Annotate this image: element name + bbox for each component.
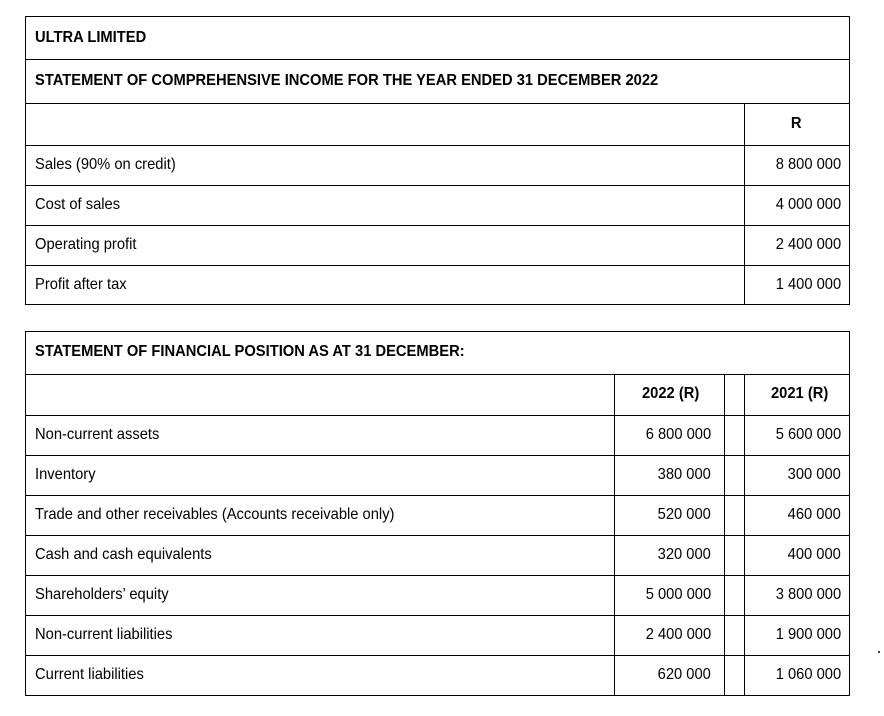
fp-row-label: Trade and other receivables (Accounts receivable only) [35,506,395,523]
fp-row-label: Non-current liabilities [35,626,173,643]
divider [25,535,850,536]
income-row-value: 4 000 000 [775,196,841,213]
company-name: ULTRA LIMITED [35,29,147,46]
column-divider [744,374,745,696]
fp-row-label: Non-current assets [35,426,160,443]
fp-value-2021: 400 000 [787,546,841,563]
fp-value-2022: 320 000 [657,546,711,563]
divider [25,145,850,146]
fp-value-2022: 380 000 [657,466,711,483]
divider [25,575,850,576]
fp-value-2022: 2 400 000 [645,626,711,643]
fp-row-label: Cash and cash equivalents [35,546,212,563]
column-divider [614,374,615,696]
fp-row-label: Inventory [35,466,96,483]
income-row-label: Cost of sales [35,196,121,213]
divider [25,455,850,456]
divider [25,265,850,266]
column-divider [744,103,745,305]
column-divider [724,374,725,696]
header-2021: 2021 (R) [770,385,828,402]
divider [25,185,850,186]
fp-value-2022: 620 000 [657,666,711,683]
fp-value-2021: 1 900 000 [775,626,841,643]
divider [25,495,850,496]
divider [25,103,850,104]
divider [25,655,850,656]
divider [25,225,850,226]
fp-value-2022: 6 800 000 [645,426,711,443]
divider [25,374,850,375]
income-row-label: Profit after tax [35,276,127,293]
divider [25,615,850,616]
income-row-label: Sales (90% on credit) [35,156,176,173]
fp-value-2021: 300 000 [787,466,841,483]
income-column-header: R [791,115,802,132]
fp-value-2021: 1 060 000 [775,666,841,683]
divider [25,415,850,416]
financial-position-title: STATEMENT OF FINANCIAL POSITION AS AT 31 DECEMBER: [35,343,465,360]
fp-value-2022: 5 000 000 [645,586,711,603]
divider [25,59,850,60]
fp-value-2021: 5 600 000 [775,426,841,443]
fp-value-2021: 460 000 [787,506,841,523]
fp-value-2021: 3 800 000 [775,586,841,603]
income-row-value: 1 400 000 [775,276,841,293]
income-row-value: 8 800 000 [775,156,841,173]
income-row-value: 2 400 000 [775,236,841,253]
income-row-label: Operating profit [35,236,137,253]
fp-row-label: Current liabilities [35,666,144,683]
fp-value-2022: 520 000 [657,506,711,523]
income-statement-title: STATEMENT OF COMPREHENSIVE INCOME FOR THE YEAR ENDED 31 DECEMBER 2022 [35,72,659,89]
stray-dot [878,651,880,653]
header-2022: 2022 (R) [641,385,699,402]
fp-row-label: Shareholders’ equity [35,586,169,603]
